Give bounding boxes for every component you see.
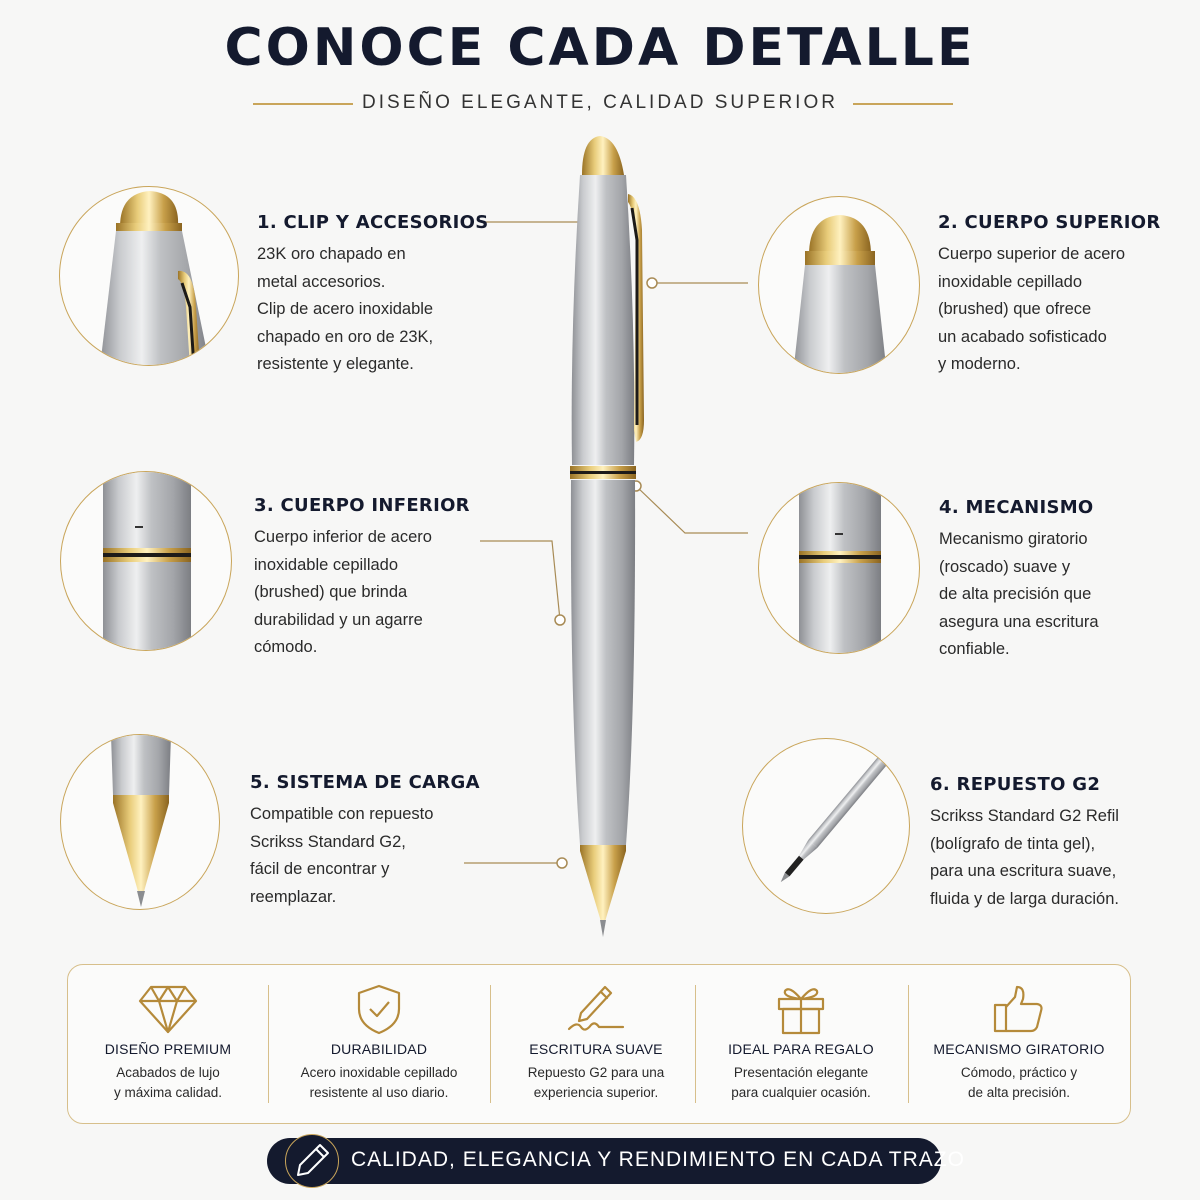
- benefit-smooth-writing: [496, 983, 696, 1113]
- detail-circle-lower-body: [60, 471, 232, 651]
- feature-clip: [257, 212, 517, 379]
- detail-circle-refill: [742, 738, 910, 914]
- shield-check-icon: [353, 983, 405, 1035]
- benefit-text: Repuesto G2 para una experiencia superior.: [527, 1065, 665, 1100]
- benefits-panel: [67, 964, 1131, 1124]
- benefit-divider: [268, 985, 269, 1103]
- pen-signature-icon: [565, 983, 627, 1035]
- detail-circle-loading: [60, 734, 220, 910]
- pen-cap-top: [582, 136, 624, 175]
- benefit-title: IDEAL PARA REGALO: [728, 1041, 874, 1057]
- feature-title: 3. CUERPO INFERIOR: [254, 495, 470, 516]
- benefit-title: ESCRITURA SUAVE: [529, 1041, 663, 1057]
- benefit-divider: [490, 985, 491, 1103]
- detail-circle-upper-body: [758, 196, 920, 374]
- benefit-title: MECANISMO GIRATORIO: [933, 1041, 1105, 1057]
- feature-mechanism: [939, 497, 1189, 664]
- pen-tip: [580, 851, 626, 925]
- pen-icon: [285, 1134, 339, 1188]
- detail-circle-mechanism: [758, 482, 920, 654]
- feature-text: Scrikss Standard G2 Refil (bolígrafo de tinta gel), para una escritura suave, fluida y de larga duración.: [930, 807, 1119, 908]
- benefit-premium-design: [68, 983, 268, 1113]
- feature-text: Cuerpo superior de acero inoxidable cepillado (brushed) que ofrece un acabado sofisticado y moderno.: [938, 245, 1126, 373]
- feature-title: 6. REPUESTO G2: [930, 774, 1101, 795]
- benefit-rotary-mechanism: [914, 983, 1124, 1113]
- feature-text: Mecanismo giratorio (roscado) suave y de alta precisión que asegura una escritura confiable.: [939, 530, 1099, 658]
- benefit-divider: [908, 985, 909, 1103]
- benefit-text: Cómodo, práctico y de alta precisión.: [960, 1065, 1078, 1100]
- pen-lower-body: [571, 480, 635, 845]
- tagline-banner: [267, 1138, 965, 1184]
- tagline-text: CALIDAD, ELEGANCIA Y RENDIMIENTO EN CADA TRAZO: [351, 1148, 965, 1171]
- gift-icon: [775, 983, 827, 1035]
- page-title: CONOCE CADA DETALLE: [224, 18, 976, 78]
- benefit-title: DURABILIDAD: [330, 1041, 428, 1057]
- benefit-title: DISEÑO PREMIUM: [104, 1041, 232, 1057]
- feature-loading-system: [250, 772, 510, 911]
- benefit-durability: [274, 983, 484, 1113]
- benefit-gift: [701, 983, 901, 1113]
- benefit-text: Acabados de lujo y máxima calidad.: [113, 1065, 223, 1100]
- thumbs-up-icon: [991, 983, 1047, 1035]
- feature-title: 2. CUERPO SUPERIOR: [938, 212, 1161, 233]
- pen-upper-body: [572, 175, 635, 465]
- feature-upper-body: [938, 212, 1188, 379]
- feature-title: 4. MECANISMO: [939, 497, 1094, 518]
- benefit-text: Presentación elegante para cualquier ocasión.: [731, 1065, 871, 1100]
- feature-text: 23K oro chapado en metal accesorios. Clip de acero inoxidable chapado en oro de 23K, resistente y elegante.: [257, 245, 434, 373]
- benefit-text: Acero inoxidable cepillado resistente al uso diario.: [300, 1065, 458, 1100]
- feature-text: Compatible con repuesto Scrikss Standard G2, fácil de encontrar y reemplazar.: [250, 805, 434, 906]
- benefit-divider: [695, 985, 696, 1103]
- feature-refill: [930, 774, 1192, 913]
- pen-illustration: [540, 130, 660, 950]
- feature-lower-body: [254, 495, 514, 662]
- detail-circle-clip: [59, 186, 239, 366]
- feature-text: Cuerpo inferior de acero inoxidable cepillado (brushed) que brinda durabilidad y un agarre cómodo.: [254, 528, 432, 656]
- diamond-icon: [137, 983, 199, 1035]
- feature-title: 5. SISTEMA DE CARGA: [250, 772, 480, 793]
- feature-title: 1. CLIP Y ACCESORIOS: [257, 212, 489, 233]
- page-subtitle: DISEÑO ELEGANTE, CALIDAD SUPERIOR: [362, 92, 838, 113]
